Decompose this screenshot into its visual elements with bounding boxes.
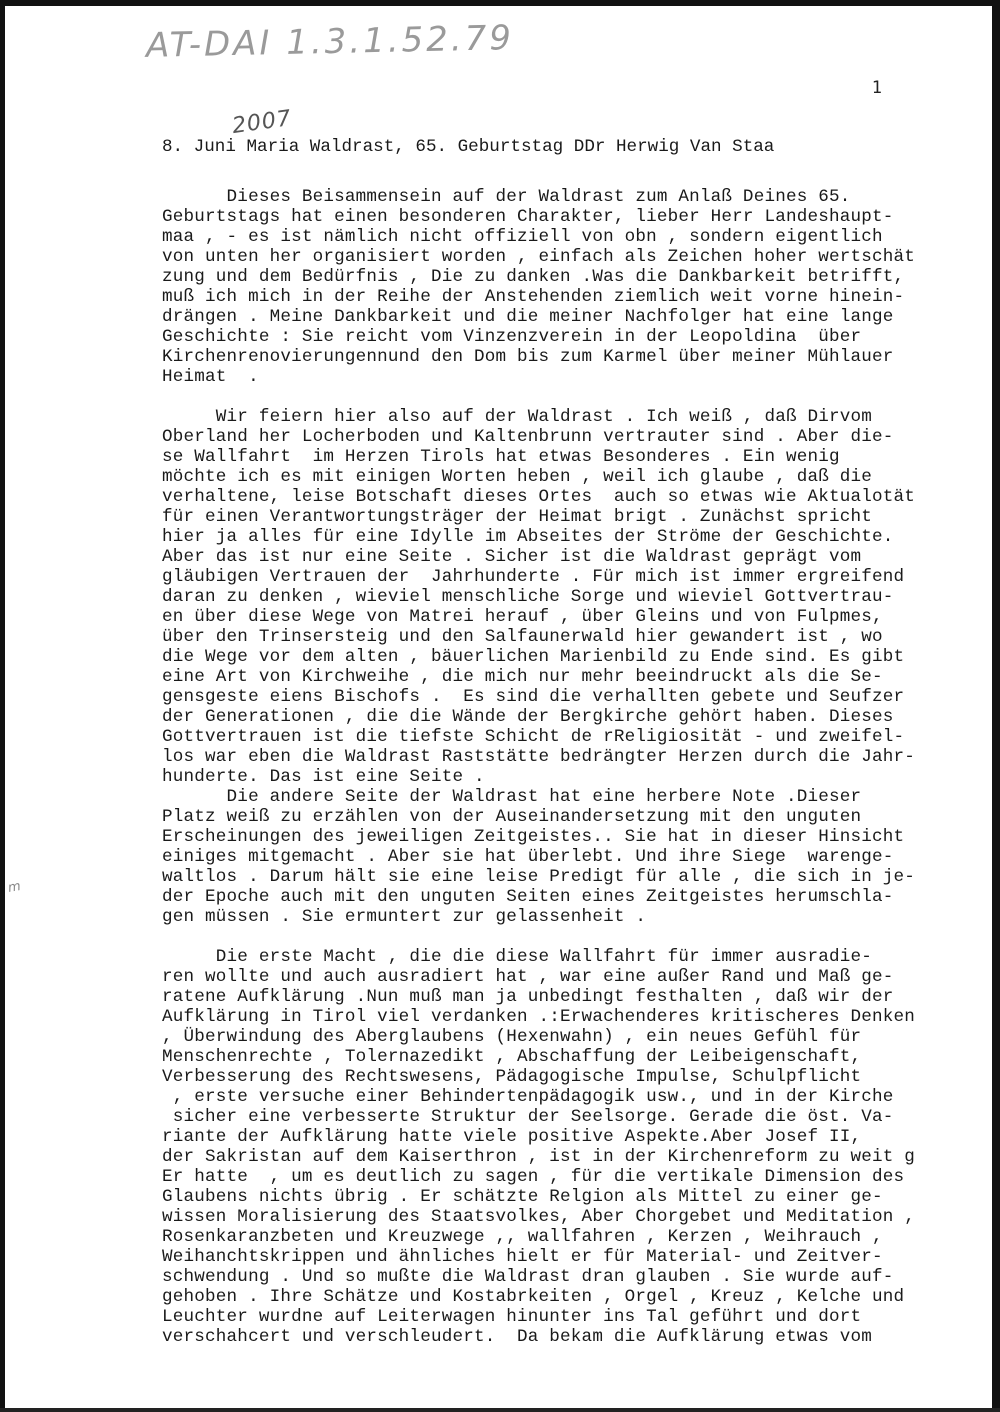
scan-border-left [0,0,5,1412]
text-line: ratene Aufklärung .Nun muß man ja unbedingt festhalten , daß wir der [162,987,894,1007]
text-line: Aber das ist nur eine Seite . Sicher ist die Waldrast geprägt vom [162,547,862,567]
text-line: Die andere Seite der Waldrast hat eine herbere Note .Dieser [162,787,862,807]
text-line: Erscheinungen des jeweiligen Zeitgeistes.. Sie hat in dieser Hinsicht [162,827,905,847]
scan-border-bottom [0,1408,1000,1412]
text-line: maa , - es ist nämlich nicht offiziell von obn , sondern eigentlich [162,227,883,247]
text-line: wissen Moralisierung des Staatsvolkes, Aber Chorgebet und Meditation , [162,1207,916,1227]
text-line: von unten her organisiert worden , einfach als Zeichen hoher wertschät [162,247,916,267]
text-line: einiges mitgemacht . Aber sie hat überlebt. Und ihre Siege warenge- [162,847,894,867]
text-line: schwendung . Und so mußte die Waldrast dran glauben . Sie wurde auf- [162,1267,894,1287]
text-line: gläubigen Vertrauen der Jahrhunderte . Für mich ist immer ergreifend [162,567,905,587]
text-line: der Epoche auch mit den unguten Seiten eines Zeitgeistes herumschla- [162,887,894,907]
text-line: Er hatte , um es deutlich zu sagen , für die vertikale Dimension des [162,1167,905,1187]
scan-border-right [992,0,1000,1412]
page-number: 1 [871,78,882,98]
document-heading: 8. Juni Maria Waldrast, 65. Geburtstag DDr Herwig Van Staa [162,137,775,157]
text-line: los war eben die Waldrast Raststätte bedrängter Herzen durch die Jahr- [162,747,916,767]
text-line: über den Trinsersteig und den Salfaunerwald hier gewandert ist , wo [162,627,883,647]
text-line: der Generationen , die die Wände der Bergkirche gehört haben. Dieses [162,707,894,727]
text-line: möchte ich es mit einigen Worten heben , weil ich glaube , daß die [162,467,873,487]
text-line: Menschenrechte , Tolernazedikt , Abschaffung der Leibeigenschaft, [162,1047,862,1067]
text-line: Glaubens nichts übrig . Er schätzte Relgion als Mittel zu einer ge- [162,1187,883,1207]
text-line: gensgeste eiens Bischofs . Es sind die verhallten gebete und Seufzer [162,687,905,707]
text-line: hier ja alles für eine Idylle im Abseites der Ströme der Geschichte. [162,527,894,547]
text-line: eine Art von Kirchweihe , die mich nur mehr beeindruckt als die Se- [162,667,883,687]
text-line: Platz weiß zu erzählen von der Auseinandersetzung mit den unguten [162,807,862,827]
text-line: die Wege vor dem alten , bäuerlichen Marienbild zu Ende sind. Es gibt [162,647,905,667]
text-line: se Wallfahrt im Herzen Tirols hat etwas Besonderes . Ein wenig [162,447,840,467]
text-line: Die erste Macht , die die diese Wallfahrt für immer ausradie- [162,947,873,967]
archive-number-handwritten: AT-DAI 1.3.1.52.79 [145,18,515,66]
text-line: gehoben . Ihre Schätze und Kostabrkeiten , Orgel , Kreuz , Kelche und [162,1287,905,1307]
text-line: Verbesserung des Rechtswesens, Pädagogische Impulse, Schulpflicht [162,1067,862,1087]
text-line: zung und dem Bedürfnis , Die zu danken .Was die Dankbarkeit betrifft, [162,267,905,287]
text-line: drängen . Meine Dankbarkeit und die meiner Nachfolger hat eine lange [162,307,894,327]
text-line: Geschichte : Sie reicht vom Vinzenzverein in der Leopoldina über [162,327,862,347]
text-line: Heimat . [162,367,259,387]
text-line: Geburtstags hat einen besonderen Charakter, lieber Herr Landeshaupt- [162,207,894,227]
paragraph-3 [162,947,915,1347]
text-line: der Sakristan auf dem Kaiserthron , ist in der Kirchenreform zu weit g [162,1147,916,1167]
text-line: riante der Aufklärung hatte viele positive Aspekte.Aber Josef II, [162,1127,862,1147]
text-line: für einen Verantwortungsträger der Heimat brigt . Zunächst spricht [162,507,873,527]
text-line: sicher eine verbesserte Struktur der Seelsorge. Gerade die öst. Va- [162,1107,894,1127]
text-line: muß ich mich in der Reihe der Anstehenden ziemlich weit vorne hinein- [162,287,905,307]
text-line: , Überwindung des Aberglaubens (Hexenwahn) , ein neues Gefühl für [162,1027,862,1047]
text-line: en über diese Wege von Matrei herauf , über Gleins und von Fulpmes, [162,607,883,627]
text-line: daran zu denken , wieviel menschliche Sorge und wieviel Gottvertrau- [162,587,894,607]
text-line: Dieses Beisammensein auf der Waldrast zum Anlaß Deines 65. [162,187,851,207]
text-line: verschahcert und verschleudert. Da bekam die Aufklärung etwas vom [162,1327,873,1347]
text-line: Rosenkaranzbeten und Kreuzwege ,, wallfahren , Kerzen , Weihrauch , [162,1227,883,1247]
text-line: gen müssen . Sie ermuntert zur gelassenheit . [162,907,647,927]
text-line: Gottvertrauen ist die tiefste Schicht de rReligiosität - und zweifel- [162,727,905,747]
text-line: , erste versuche einer Behindertenpädagogik usw., und in der Kirche [162,1087,894,1107]
text-line: waltlos . Darum hält sie eine leise Predigt für alle , die sich in je- [162,867,916,887]
text-line: Oberland her Locherboden und Kaltenbrunn vertrauter sind . Aber die- [162,427,894,447]
year-handwritten: 2007 [230,105,294,140]
text-line: ren wollte und auch ausradiert hat , war eine außer Rand und Maß ge- [162,967,894,987]
paragraph-2 [162,407,915,927]
text-line: Leuchter wurdne auf Leiterwagen hinunter ins Tal geführt und dort [162,1307,862,1327]
paragraph-1 [162,187,915,387]
margin-note-handwritten: m [6,879,22,896]
text-line: hunderte. Das ist eine Seite . [162,767,485,787]
text-line: Wir feiern hier also auf der Waldrast . Ich weiß , daß Dirvom [162,407,873,427]
text-line: Weihanchtskrippen und ähnliches hielt er für Material- und Zeitver- [162,1247,883,1267]
text-line: Aufklärung in Tirol viel verdanken .:Erwachenderes kritischeres Denken [162,1007,916,1027]
text-line: verhaltene, leise Botschaft dieses Ortes auch so etwas wie Aktualotät [162,487,916,507]
text-line: Kirchenrenovierungennund den Dom bis zum Karmel über meiner Mühlauer [162,347,894,367]
scan-border-top [0,0,1000,6]
